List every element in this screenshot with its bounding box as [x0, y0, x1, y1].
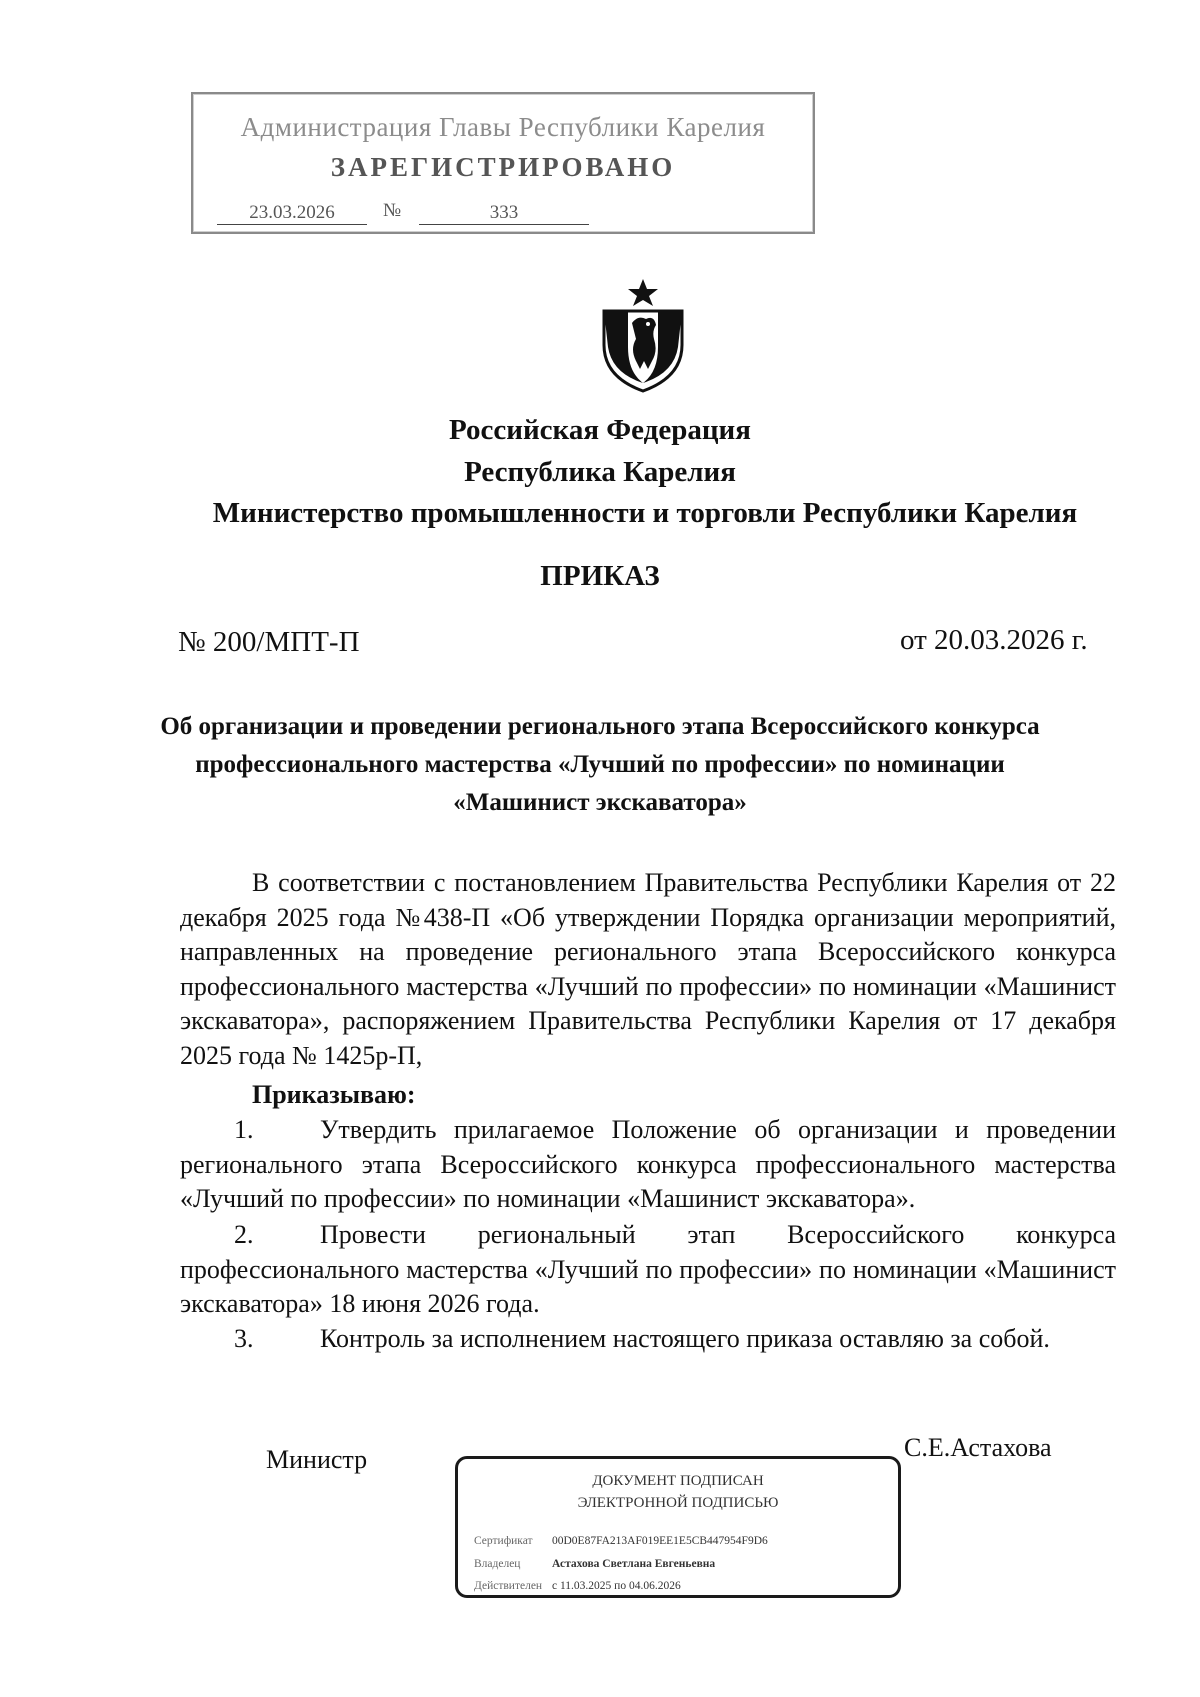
stamp-number: 333 — [419, 202, 589, 225]
header-region: Республика Карелия — [464, 456, 736, 488]
stamp-number-label: № — [383, 200, 402, 221]
order-item-text: Провести региональный этап Всероссийского конкурса профессионального мастерства «Лучший по профессии» по номинации «Машинист экскаватора» 18 июня 2026 года. — [180, 1220, 1116, 1318]
document-type: ПРИКАЗ — [540, 560, 660, 592]
document-date: от 20.03.2026 г. — [900, 624, 1088, 656]
registration-stamp — [191, 92, 815, 234]
order-item-number: 1. — [234, 1115, 254, 1144]
document-subject: Об организации и проведении регионального этапа Всероссийского конкурса профессионального мастерства «Лучший по профессии» по номинации «Машинист экскаватора» — [160, 713, 1040, 816]
preamble-paragraph: В соответствии с постановлением Правительства Республики Карелия от 22 декабря 2025 года №438-П «Об утверждении Порядка организации мероприятий, направленных на проведение регионального этапа Всероссийского конкурса профессионального мастерства «Лучший по профессии» по номинации «Машинист экскаватора», распоряжением Правительства Республики Карелия от 17 декабря 2025 года № 1425р-П, — [180, 868, 1116, 1070]
esig-certificate-value: 00D0E87FA213AF019EE1E5CB447954F9D6 — [552, 1535, 768, 1547]
order-item — [180, 1218, 1116, 1322]
header-ministry: Министерство промышленности и торговли Республики Карелия — [212, 497, 1078, 529]
esig-owner-label: Владелец — [474, 1558, 521, 1570]
esig-validity-value: с 11.03.2025 по 04.06.2026 — [552, 1580, 681, 1592]
esig-certificate-label: Сертификат — [474, 1535, 533, 1547]
stamp-date: 23.03.2026 — [217, 202, 367, 225]
header-country: Российская Федерация — [449, 414, 751, 446]
stamp-status: ЗАРЕГИСТРИРОВАНО — [330, 152, 676, 182]
document-number: № 200/МПТ-П — [178, 626, 360, 658]
electronic-signature-stamp — [455, 1456, 901, 1598]
order-word: Приказываю: — [252, 1080, 416, 1109]
order-item-number: 3. — [234, 1324, 254, 1353]
esig-owner — [474, 1558, 715, 1570]
order-item — [180, 1113, 1116, 1217]
signatory-title: Министр — [266, 1445, 368, 1474]
esig-validity-label: Действителен — [474, 1580, 543, 1592]
stamp-organization: Администрация Главы Республики Карелия — [240, 112, 766, 142]
order-item — [180, 1322, 1116, 1357]
esig-certificate — [474, 1535, 768, 1547]
esig-title-line2: ЭЛЕКТРОННОЙ ПОДПИСЬЮ — [577, 1495, 779, 1511]
order-item-number: 2. — [234, 1220, 254, 1249]
esig-owner-value: Астахова Светлана Евгеньевна — [552, 1558, 716, 1570]
order-item-text: Контроль за исполнением настоящего приказа оставляю за собой. — [320, 1324, 1050, 1353]
esig-title-line1: ДОКУМЕНТ ПОДПИСАН — [592, 1473, 764, 1489]
order-item-text: Утвердить прилагаемое Положение об организации и проведении регионального этапа Всероссийского конкурса профессионального мастерства «Лучший по профессии» по номинации «Машинист экскаватора». — [180, 1115, 1116, 1213]
karelia-coat-of-arms-icon — [598, 277, 688, 393]
esig-validity — [474, 1580, 681, 1592]
signatory-name: С.Е.Астахова — [904, 1433, 1052, 1462]
